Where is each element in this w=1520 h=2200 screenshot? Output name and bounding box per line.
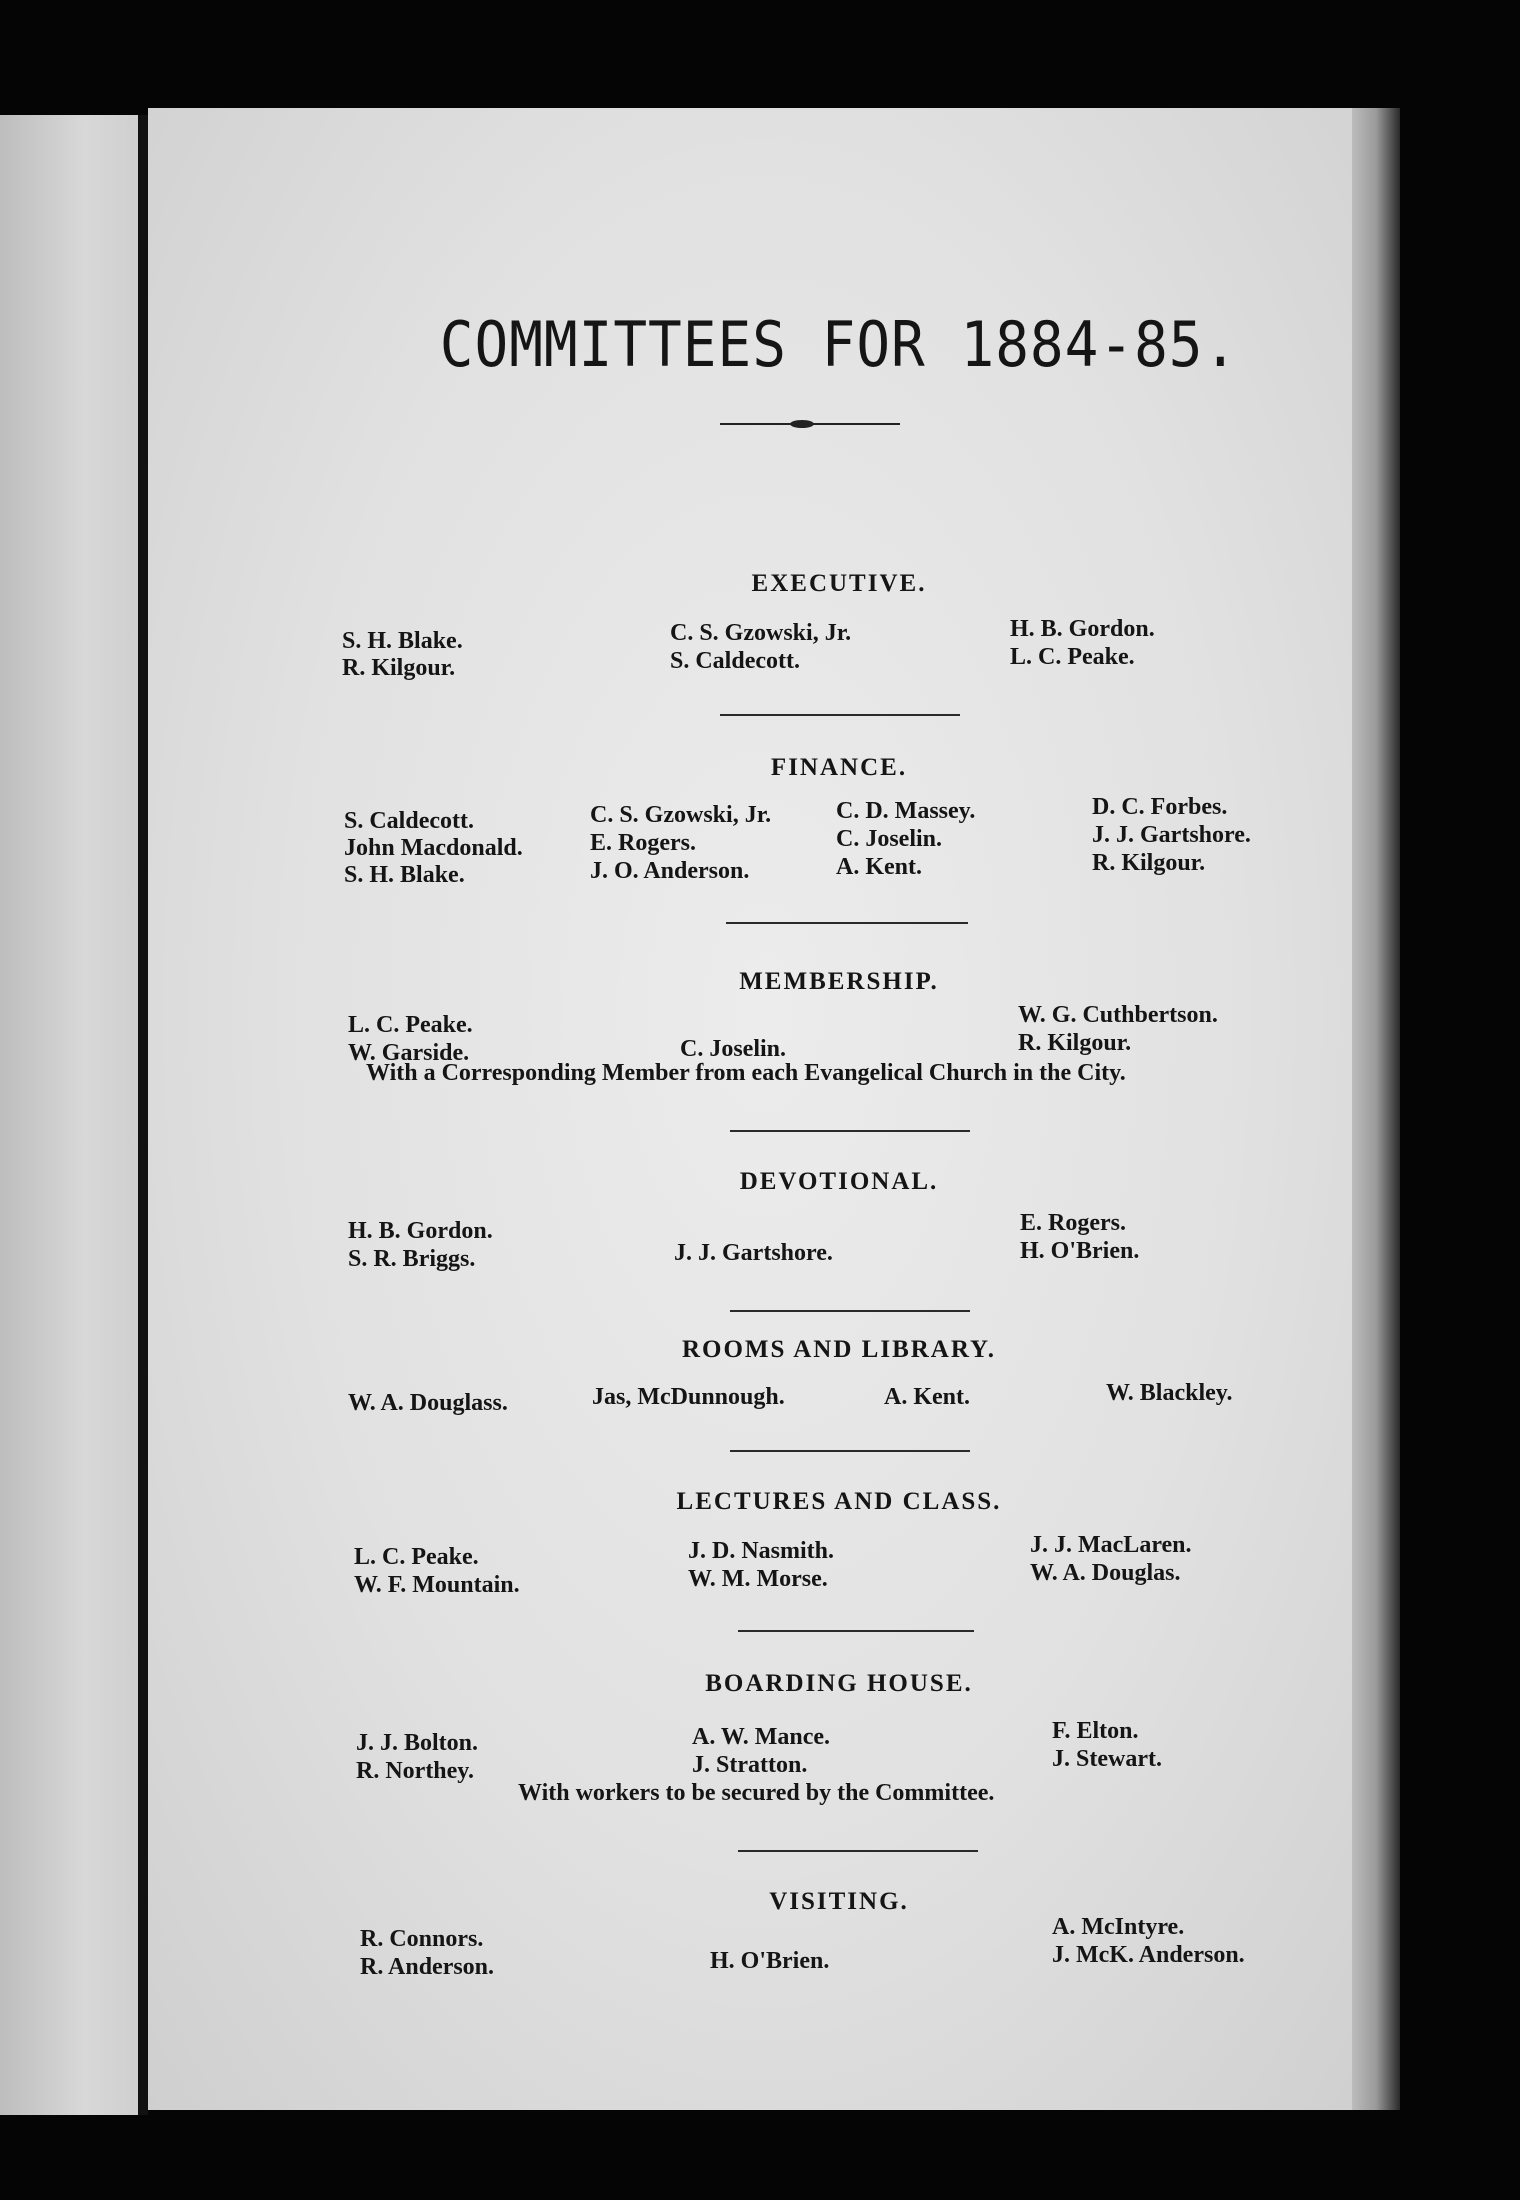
rooms-library-heading: ROOMS AND LIBRARY. <box>681 1336 997 1363</box>
member-name: R. Kilgour. <box>1018 1030 1132 1056</box>
member-name: H. B. Gordon. <box>1010 616 1155 642</box>
section-divider <box>720 714 960 716</box>
section-divider <box>738 1850 978 1852</box>
member-name: S. H. Blake. <box>342 628 463 654</box>
member-name: W. G. Cuthbertson. <box>1018 1002 1218 1028</box>
page-title: COMMITTEES FOR 1884-85. <box>439 309 1239 382</box>
member-name: C. S. Gzowski, Jr. <box>590 802 772 828</box>
member-name: J. McK. Anderson. <box>1052 1942 1245 1968</box>
visiting-heading: VISITING. <box>769 1888 909 1915</box>
membership-heading: MEMBERSHIP. <box>739 968 939 995</box>
member-name: C. S. Gzowski, Jr. <box>670 620 852 646</box>
member-name: L. C. Peake. <box>348 1012 473 1038</box>
member-name: W. A. Douglas. <box>1030 1560 1181 1586</box>
member-name: A. W. Mance. <box>692 1724 830 1750</box>
member-name: R. Kilgour. <box>1092 850 1206 876</box>
member-name: R. Kilgour. <box>342 655 456 681</box>
finance-heading: FINANCE. <box>770 754 908 781</box>
section-divider <box>730 1450 970 1452</box>
member-name: W. Garside. <box>348 1040 470 1066</box>
member-name: A. Kent. <box>884 1384 970 1410</box>
devotional-heading: DEVOTIONAL. <box>739 1168 939 1195</box>
member-name: F. Elton. <box>1052 1718 1139 1744</box>
member-name: J. D. Nasmith. <box>688 1538 835 1564</box>
member-name: W. F. Mountain. <box>354 1572 520 1598</box>
member-name: H. O'Brien. <box>1020 1238 1140 1264</box>
section-divider <box>730 1130 970 1132</box>
member-name: L. C. Peake. <box>354 1544 479 1570</box>
member-name: J. J. Bolton. <box>356 1730 479 1756</box>
member-name: S. Caldecott. <box>344 808 474 834</box>
member-name: A. Kent. <box>836 854 922 880</box>
member-name: H. O'Brien. <box>710 1948 830 1974</box>
member-name: R. Northey. <box>356 1758 474 1784</box>
member-name: L. C. Peake. <box>1010 644 1135 670</box>
page-gutter <box>138 115 148 2115</box>
member-name: R. Connors. <box>360 1926 484 1952</box>
section-divider <box>730 1310 970 1312</box>
boarding-house-note: With workers to be secured by the Committee. <box>518 1780 995 1806</box>
member-name: J. J. Gartshore. <box>1092 822 1251 848</box>
member-name: John Macdonald. <box>344 835 523 861</box>
section-divider <box>738 1630 974 1632</box>
member-name: C. Joselin. <box>836 826 943 852</box>
member-name: J. Stratton. <box>692 1752 808 1778</box>
member-name: J. Stewart. <box>1052 1746 1162 1772</box>
member-name: J. O. Anderson. <box>590 858 750 884</box>
executive-heading: EXECUTIVE. <box>751 570 927 597</box>
member-name: S. Caldecott. <box>670 648 800 674</box>
boarding-house-heading: BOARDING HOUSE. <box>705 1670 973 1697</box>
member-name: H. B. Gordon. <box>348 1218 493 1244</box>
member-name: C. Joselin. <box>680 1036 787 1062</box>
facing-page-edge <box>0 115 140 2115</box>
member-name: S. R. Briggs. <box>348 1246 476 1272</box>
section-divider <box>726 922 968 924</box>
page-right-edge <box>1352 108 1400 2110</box>
member-name: R. Anderson. <box>360 1954 495 1980</box>
member-name: W. A. Douglass. <box>348 1390 508 1416</box>
document-page <box>148 108 1380 2110</box>
member-name: Jas, McDunnough. <box>592 1384 785 1410</box>
member-name: E. Rogers. <box>590 830 696 856</box>
member-name: W. Blackley. <box>1106 1380 1233 1406</box>
member-name: S. H. Blake. <box>344 862 465 888</box>
member-name: C. D. Massey. <box>836 798 976 824</box>
lectures-class-heading: LECTURES AND CLASS. <box>676 1488 1002 1515</box>
member-name: A. McIntyre. <box>1052 1914 1185 1940</box>
member-name: D. C. Forbes. <box>1092 794 1228 820</box>
member-name: J. J. MacLaren. <box>1030 1532 1192 1558</box>
membership-note: With a Corresponding Member from each Evangelical Church in the City. <box>366 1060 1126 1086</box>
member-name: E. Rogers. <box>1020 1210 1126 1236</box>
title-ornament <box>720 419 900 429</box>
member-name: J. J. Gartshore. <box>674 1240 833 1266</box>
member-name: W. M. Morse. <box>688 1566 828 1592</box>
